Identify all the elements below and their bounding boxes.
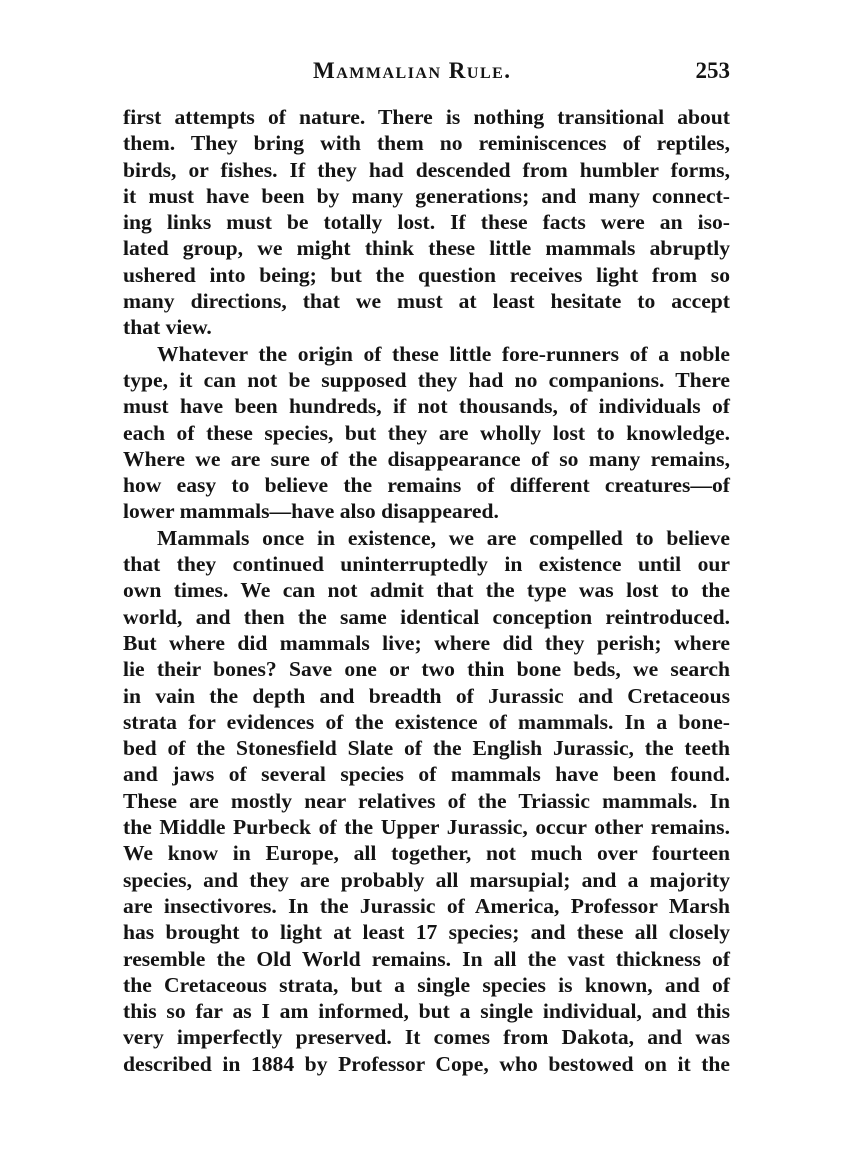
text-line: type, it can not be supposed they had no companions. There [123,367,730,392]
text-line: world, and then the same identical conception reintroduced. [123,604,730,629]
text-line: species, and they are probably all marsupial; and a majority [123,867,730,892]
text-line: how easy to believe the remains of different creatures—of [123,473,730,498]
text-line: strata for evidences of the existence of mammals. In a bone- [123,709,730,734]
text-line: lower mammals—have also disappeared. [123,499,499,524]
text-line: resemble the Old World remains. In all the vast thickness of [123,946,730,971]
text-line: very imperfectly preserved. It comes from Dakota, and was [123,1025,730,1050]
text-line: Where we are sure of the disappearance of so many remains, [123,446,730,471]
text-line: But where did mammals live; where did they perish; where [123,630,730,655]
text-line: We know in Europe, all together, not much over fourteen [123,841,730,866]
text-line: lated group, we might think these little mammals abruptly [123,236,730,261]
text-line: the Cretaceous strata, but a single species is known, and of [123,972,730,997]
running-title: Mammalian Rule. [313,58,512,83]
text-line: are insectivores. In the Jurassic of America, Professor Marsh [123,893,730,918]
text-line: the Middle Purbeck of the Upper Jurassic, occur other remains. [123,815,730,840]
text-line: that they continued uninterruptedly in existence until our [123,552,730,577]
text-line: bed of the Stonesfield Slate of the English Jurassic, the teeth [123,736,730,761]
text-line: ushered into being; but the question receives light from so [123,262,730,287]
text-line: Mammals once in existence, we are compelled to believe [157,525,730,550]
text-line: birds, or fishes. If they had descended from humbler forms, [123,157,730,182]
text-line: first attempts of nature. There is nothing transitional about [123,105,730,129]
text-line: this so far as I am informed, but a single individual, and this [123,999,730,1024]
text-line: own times. We can not admit that the type was lost to the [123,578,730,603]
text-line: each of these species, but they are wholly lost to knowledge. [123,420,730,445]
text-line: has brought to light at least 17 species; and these all closely [123,920,730,945]
running-head [123,58,730,90]
text-line: Whatever the origin of these little fore-runners of a noble [157,341,730,366]
body-text [123,104,730,1077]
page-number: 253 [695,58,730,83]
text-line: that view. [123,315,212,340]
text-line: lie their bones? Save one or two thin bone beds, we search [123,657,730,682]
book-page [123,58,730,1077]
text-line: many directions, that we must at least hesitate to accept [123,289,730,314]
text-line: them. They bring with them no reminiscences of reptiles, [123,131,730,156]
text-line: in vain the depth and breadth of Jurassic and Cretaceous [123,683,730,708]
text-line: and jaws of several species of mammals have been found. [123,762,730,787]
text-line: described in 1884 by Professor Cope, who bestowed on it the [123,1051,730,1076]
text-line: it must have been by many generations; and many connect- [123,183,730,208]
text-line: must have been hundreds, if not thousands, of individuals of [123,394,730,419]
text-line: ing links must be totally lost. If these facts were an iso- [123,210,730,235]
text-line: These are mostly near relatives of the Triassic mammals. In [123,788,730,813]
